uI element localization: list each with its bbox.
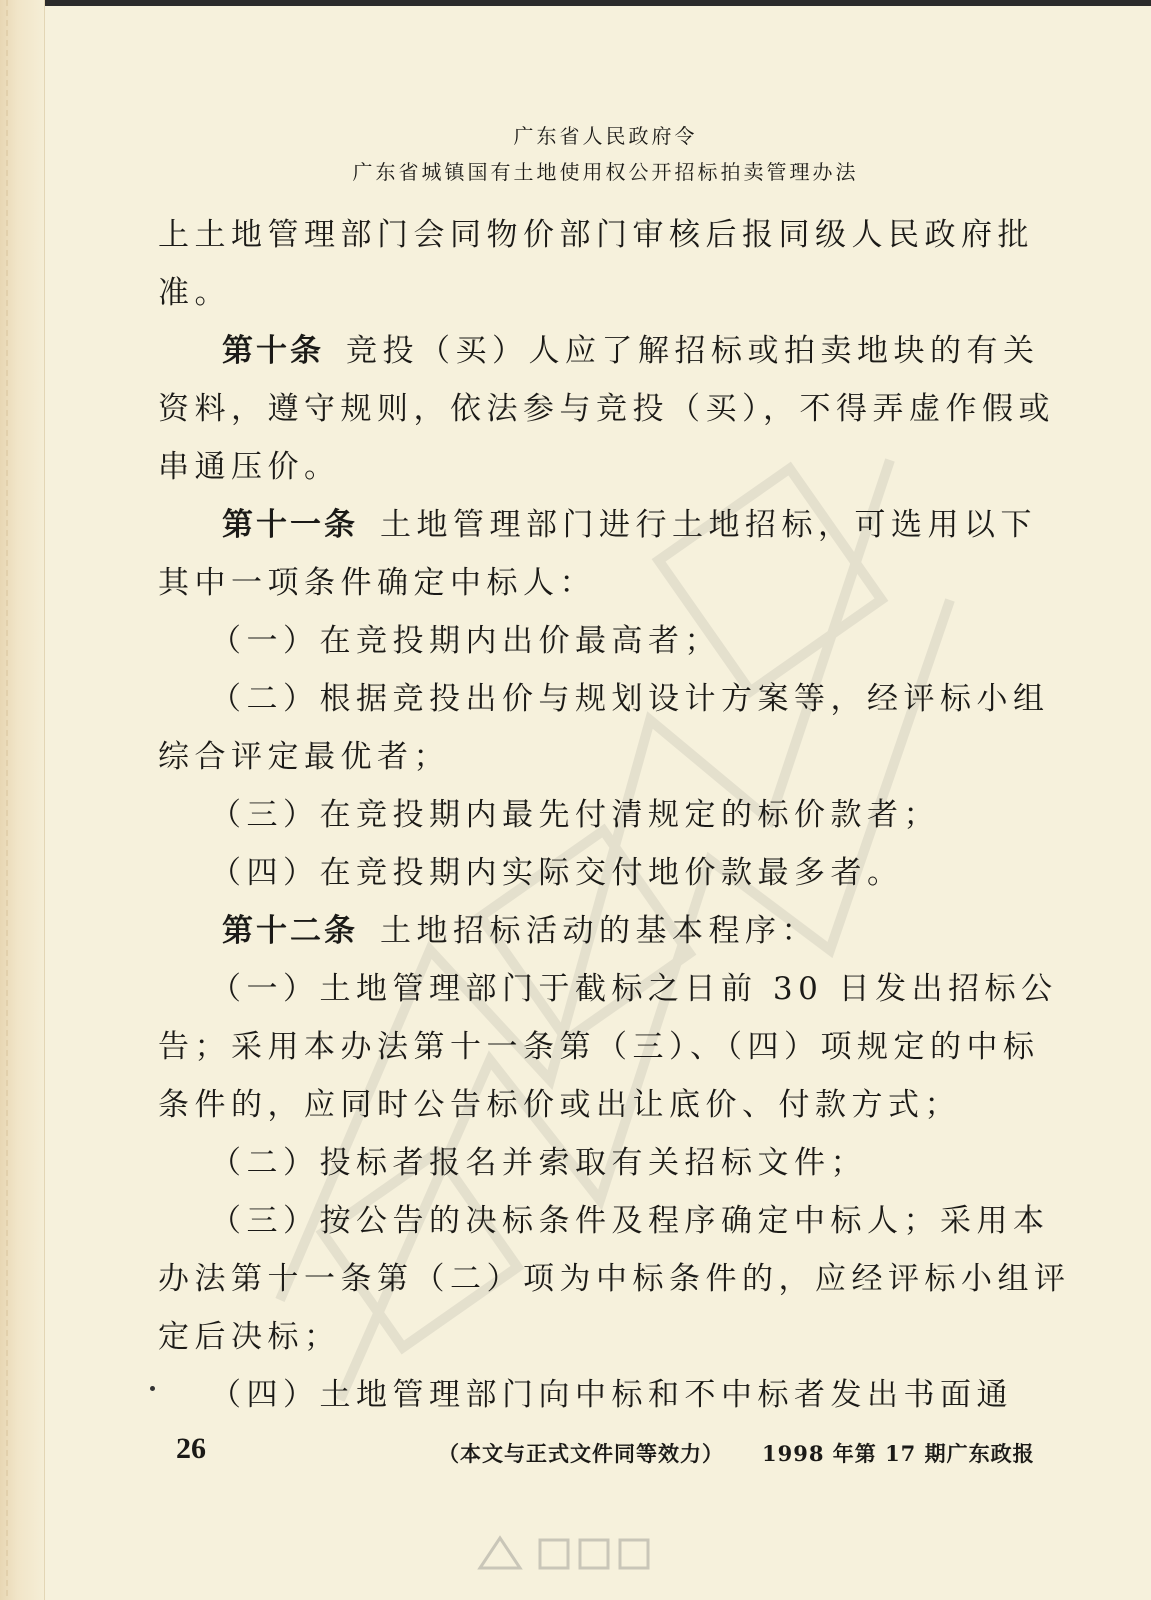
header-title: 广东省城镇国有土地使用权公开招标拍卖管理办法 <box>352 160 859 184</box>
body-line: 办法第十一条第（二）项为中标条件的，应经评标小组评 <box>158 1261 1071 1297</box>
document-header <box>60 118 1151 190</box>
list-item: （一）土地管理部门于截标之日前 30 日发出招标公 <box>210 971 1058 1007</box>
body-line: 串通压价。 <box>158 449 341 485</box>
article-11 <box>158 496 1037 554</box>
article-11-title: 第十一条 <box>222 507 358 543</box>
body-line: 土地招标活动的基本程序： <box>380 913 818 949</box>
body-line: 其中一项条件确定中标人： <box>158 565 596 601</box>
scan-edge <box>0 0 1151 6</box>
validity-note: （本文与正式文件同等效力） <box>438 1441 724 1466</box>
list-item: （二）根据竞投出价与规划设计方案等，经评标小组 <box>210 681 1050 717</box>
article-12-title: 第十二条 <box>222 913 358 949</box>
body-line: 土地管理部门进行土地招标，可选用以下 <box>380 507 1037 543</box>
list-item: （四）土地管理部门向中标和不中标者发出书面通 <box>210 1377 1013 1413</box>
scan-speck <box>150 1386 155 1391</box>
list-item: （三）在竞投期内最先付清规定的标价款者； <box>210 797 940 833</box>
body-line: 上土地管理部门会同物价部门审核后报同级人民政府批 <box>158 217 1034 253</box>
body-line: 告；采用本办法第十一条第（三）、（四）项规定的中标 <box>158 1029 1040 1065</box>
document-body <box>158 206 1071 1424</box>
site-logo-watermark <box>470 1528 680 1588</box>
list-item: （三）按公告的决标条件及程序确定中标人；采用本 <box>210 1203 1050 1239</box>
header-issuer: 广东省人民政府令 <box>513 124 698 148</box>
body-line: 综合评定最优者； <box>158 739 450 775</box>
body-line: 定后决标； <box>158 1319 341 1355</box>
list-item: （一）在竞投期内出价最高者； <box>210 623 721 659</box>
page-number: 26 <box>176 1432 206 1465</box>
body-line: 竞投（买）人应了解招标或拍卖地块的有关 <box>346 333 1040 369</box>
article-12 <box>158 902 1018 960</box>
body-line: 资料，遵守规则，依法参与竞投（买），不得弄虚作假或 <box>158 391 1055 427</box>
list-item: （二）投标者报名并索取有关招标文件； <box>210 1145 867 1181</box>
issue-label: 1998 年第 17 期广东政报 <box>762 1441 1035 1466</box>
page-stack-edge <box>0 0 45 1600</box>
page-footer <box>176 1432 1151 1472</box>
article-10-title: 第十条 <box>222 333 324 369</box>
list-item: （四）在竞投期内实际交付地价款最多者。 <box>210 855 904 891</box>
body-line: 条件的，应同时公告标价或出让底价、付款方式； <box>158 1087 961 1123</box>
body-line: 准。 <box>158 275 231 311</box>
article-10 <box>158 322 1040 380</box>
